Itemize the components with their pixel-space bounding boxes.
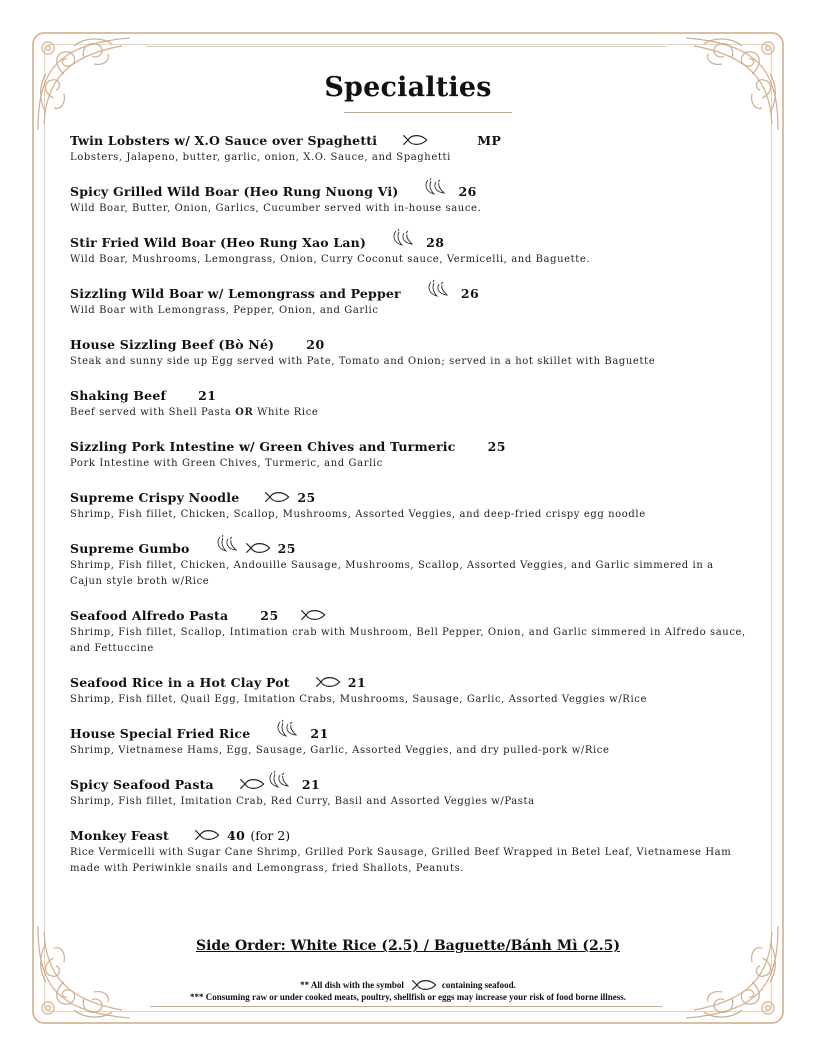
dish-description: Wild Boar, Butter, Onion, Garlics, Cucumber served with in-house sauce. [70,203,482,214]
dish-name: Seafood Alfredo Pasta [70,607,229,623]
dish-description: Shrimp, Vietnamese Hams, Egg, Sausage, Garlic, Assorted Veggies, and dry pulled-pork w/Rice [70,745,610,756]
dish-name: Shaking Beef [70,387,167,403]
legend-text-after: containing seafood. [441,980,516,990]
corner-ornament-bottom-left [34,922,134,1022]
menu-item [70,672,750,708]
dish-description: Rice Vermicelli with Sugar Cane Shrimp, Grilled Pork Sausage, Grilled Beef Wrapped in Betel Leaf, Vietnamese Ham made with Periwinkle snails and Lemongrass, fried Shallots, Peanuts. [70,847,732,874]
emphasis-text: OR [235,407,254,418]
dish-name: House Sizzling Beef (Bò Né) [70,336,275,352]
dish-description: Lobsters, Jalapeno, butter, garlic, onion, X.O. Sauce, and Spaghetti [70,152,451,163]
menu-item-header [70,605,750,625]
menu-item-header [70,538,750,558]
menu-item [70,774,750,810]
seafood-legend [0,978,816,992]
menu-item [70,436,750,472]
dish-name: Sizzling Pork Intestine w/ Green Chives and Turmeric [70,438,456,454]
dish-name: Seafood Rice in a Hot Clay Pot [70,674,290,690]
dish-name: Spicy Grilled Wild Boar (Heo Rung Nuong Vi) [70,183,399,199]
menu-item [70,385,750,421]
menu-item-header [70,334,750,354]
menu-item-header [70,487,750,507]
menu-item [70,232,750,268]
side-order: Side Order: White Rice (2.5) / Baguette/Bánh Mì (2.5) [195,938,621,954]
dish-name: Supreme Gumbo [70,540,190,556]
dish-description: Shrimp, Fish fillet, Chicken, Andouille Sausage, Mushrooms, Scallop, Assorted Veggies, and Garlic simmered in a Cajun style broth w/Rice [70,560,714,587]
menu-list [70,130,750,892]
menu-item-header [70,385,750,405]
menu-item-header [70,232,750,252]
dish-description: Shrimp, Fish fillet, Imitation Crab, Red Curry, Basil and Assorted Veggies w/Pasta [70,796,535,807]
dish-name: Twin Lobsters w/ X.O Sauce over Spaghetti [70,132,378,148]
menu-item [70,825,750,877]
menu-item [70,283,750,319]
dish-name: Monkey Feast [70,827,169,843]
fish-icon [263,490,287,504]
pepper-icon [422,177,448,197]
menu-item [70,605,750,657]
menu-item-header [70,672,750,692]
title-underline [344,112,512,113]
fish-icon [410,978,436,992]
menu-item [70,181,750,217]
dish-price: 25 [277,540,296,556]
dish-price: 40 [226,827,246,843]
menu-item [70,538,750,590]
dish-name: Stir Fried Wild Boar (Heo Rung Xao Lan) [70,234,367,250]
dish-price: 25 [297,489,316,505]
dish-price: 20 [306,336,325,352]
menu-item-header [70,181,750,201]
dish-name: House Special Fried Rice [70,725,251,741]
footnote-underline [150,1006,662,1007]
menu-item-header [70,130,750,150]
fish-icon [244,541,268,555]
dish-description: Shrimp, Fish fillet, Scallop, Intimation crab with Mushroom, Bell Pepper, Onion, and Garlic simmered in Alfredo sauce, and Fettuccine [70,627,746,654]
pepper-icon [425,279,451,299]
fish-icon [193,828,217,842]
pepper-icon [274,719,300,739]
menu-item [70,334,750,370]
fish-icon [299,608,323,622]
dish-price: MP [477,132,502,148]
pepper-icon [390,228,416,248]
page-title: Specialties [324,72,492,103]
dish-price: 21 [347,674,367,690]
dish-description: Wild Boar, Mushrooms, Lemongrass, Onion, Curry Coconut sauce, Vermicelli, and Baguette. [70,254,591,265]
dish-price: 26 [460,285,480,301]
corner-ornament-bottom-right [682,922,782,1022]
dish-description: Pork Intestine with Green Chives, Turmeric, and Garlic [70,458,383,469]
pepper-icon [214,534,240,554]
dish-description: Steak and sunny side up Egg served with Pate, Tomato and Onion; served in a hot skillet with Baguette [70,356,656,367]
menu-item-header [70,723,750,743]
dish-price: 21 [310,725,329,741]
dish-price: 25 [260,607,279,623]
fish-icon [238,777,262,791]
dish-price: 21 [301,776,321,792]
menu-item-header [70,436,750,456]
description-text: Beef served with Shell Pasta [70,407,236,418]
legend-text-before: ** All dish with the symbol [300,980,404,990]
menu-item-header [70,774,750,794]
dish-name: Spicy Seafood Pasta [70,776,214,792]
fish-icon [401,133,425,147]
food-safety-footnote: *** Consuming raw or under cooked meats, poultry, shellfish or eggs may increase your risk of food borne illness. [190,992,626,1002]
description-text: White Rice [253,407,319,418]
dish-price: 25 [487,438,506,454]
menu-item [70,487,750,523]
menu-item-header [70,825,750,845]
dish-price: 28 [426,234,445,250]
pepper-icon [266,770,292,790]
menu-item [70,723,750,759]
menu-item-header [70,283,750,303]
dish-description [70,405,750,421]
price-note: (for 2) [250,827,291,843]
menu-item [70,130,750,166]
fish-icon [314,675,338,689]
dish-description: Shrimp, Fish fillet, Quail Egg, Imitation Crabs, Mushrooms, Sausage, Garlic, Assorted Veggies w/Rice [70,694,647,705]
dish-name: Sizzling Wild Boar w/ Lemongrass and Pepper [70,285,401,301]
dish-description: Shrimp, Fish fillet, Chicken, Scallop, Mushrooms, Assorted Veggies, and deep-fried crispy egg noodle [70,509,646,520]
dish-price: 26 [458,183,477,199]
top-divider [146,46,666,47]
dish-name: Supreme Crispy Noodle [70,489,240,505]
dish-price: 21 [198,387,217,403]
dish-description: Wild Boar with Lemongrass, Pepper, Onion, and Garlic [70,305,379,316]
